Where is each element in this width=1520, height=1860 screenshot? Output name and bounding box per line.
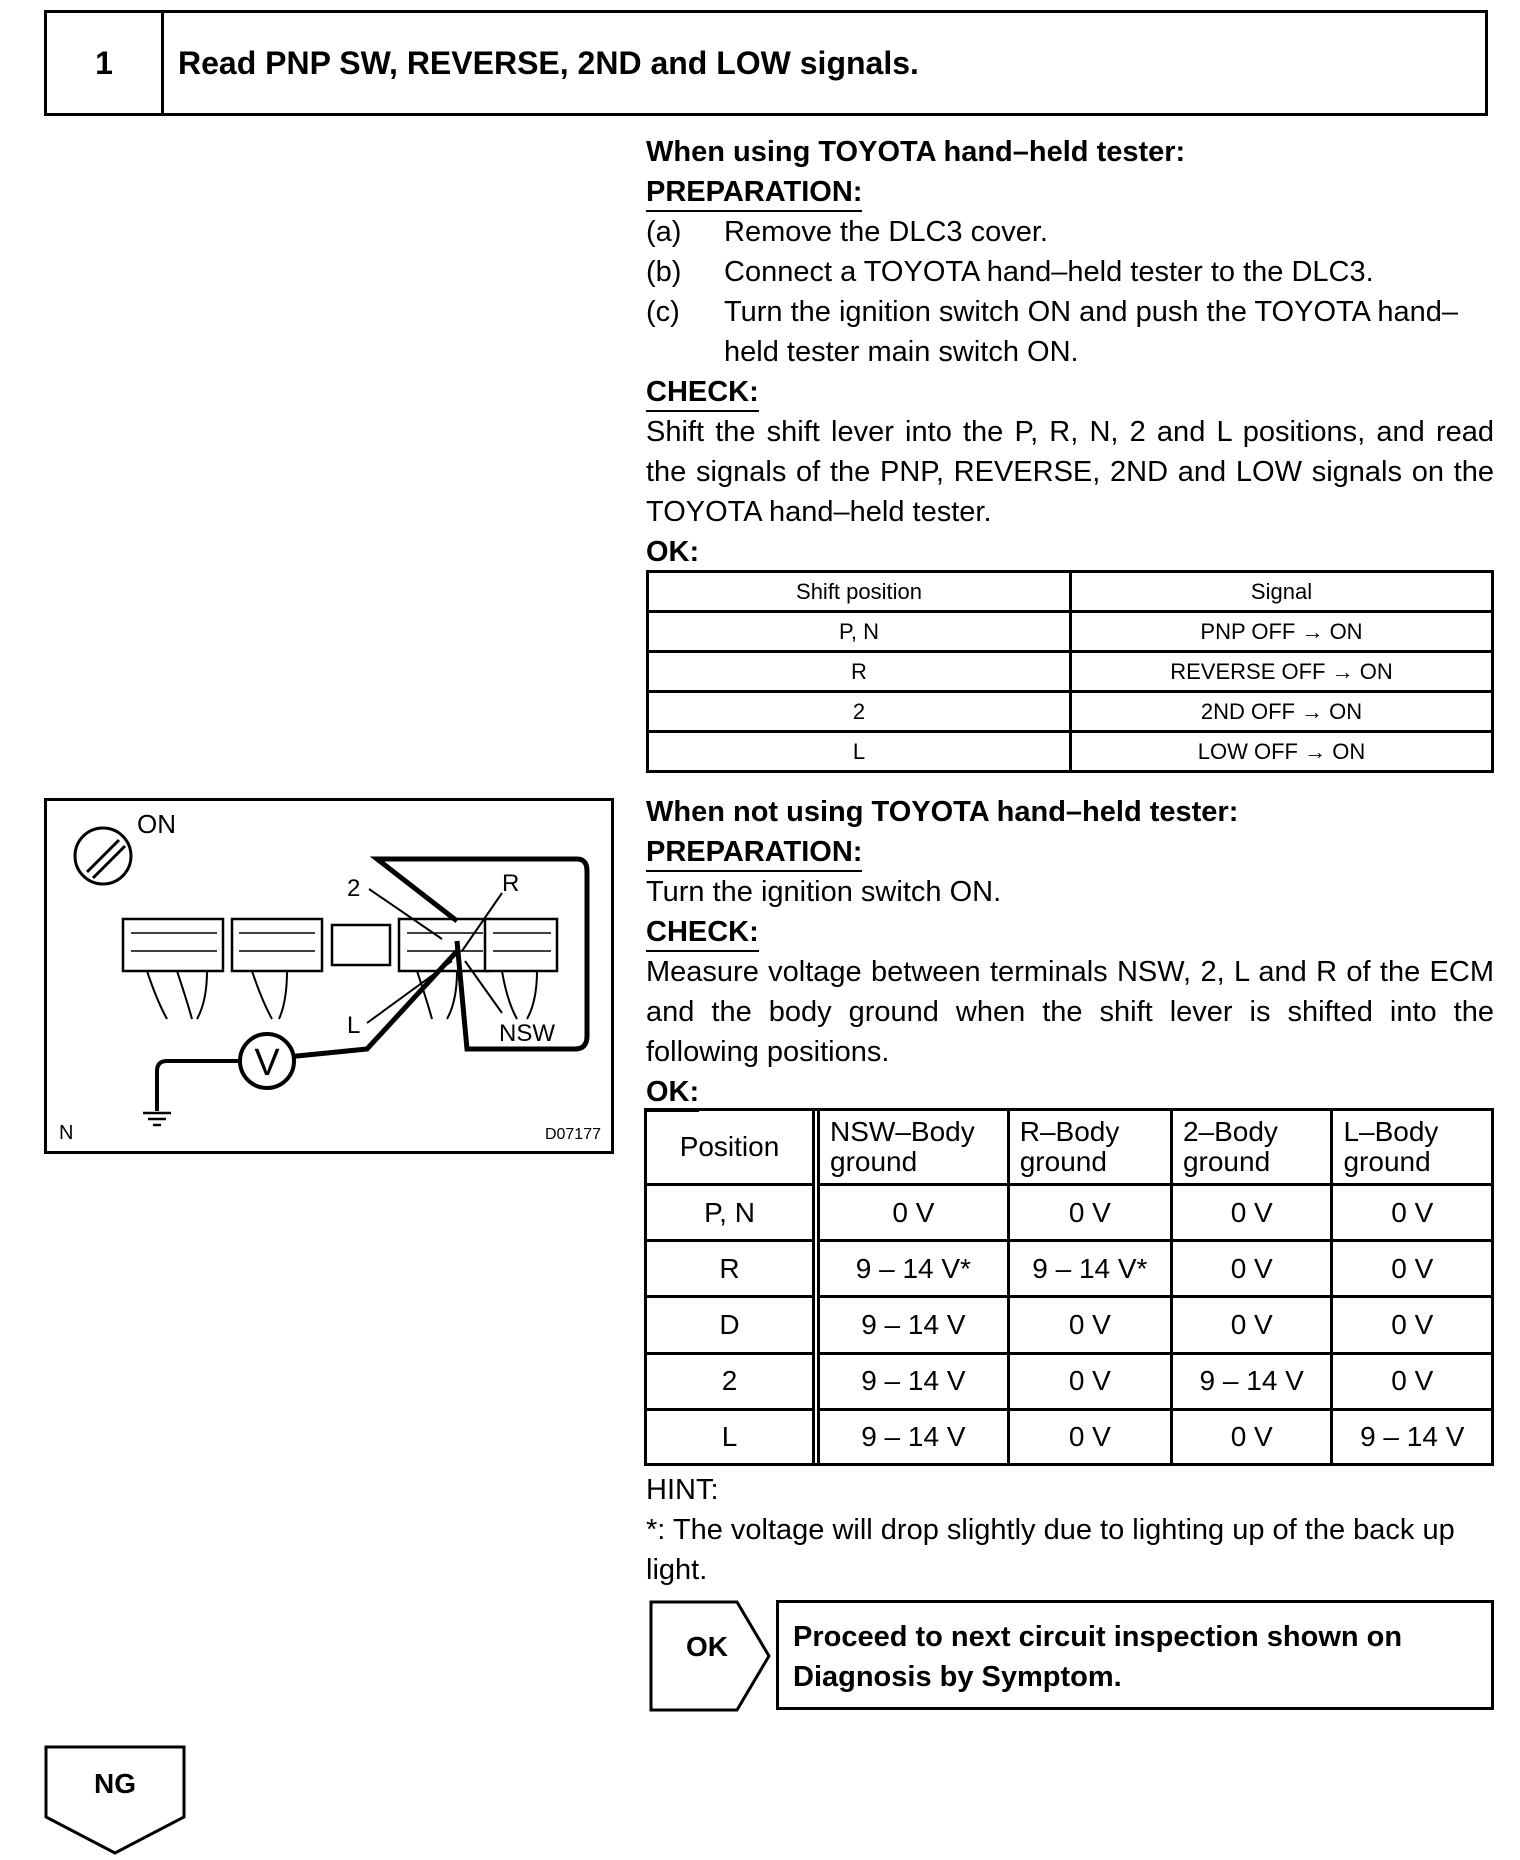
preparation-label: PREPARATION: — [646, 174, 862, 212]
table-cell: 0 V — [1008, 1185, 1171, 1241]
table-row — [647, 1353, 1491, 1409]
check-text: Shift the shift lever into the P, R, N, 2 and L positions, and read the signals of the PNP, REVERSE, 2ND and LOW signals on the TOYOTA hand–held tester. — [646, 416, 1494, 528]
table-cell: R — [648, 652, 1071, 692]
ok-result-box — [776, 1600, 1494, 1710]
table-cell: 0 V — [1332, 1297, 1491, 1353]
table-cell: D — [647, 1297, 816, 1353]
wiring-diagram — [47, 801, 611, 1151]
step-label: (b) — [646, 256, 682, 288]
signal-table — [646, 570, 1494, 773]
table-cell: 0 V — [816, 1185, 1008, 1241]
ok-result-text-line2: Diagnosis by Symptom. — [793, 1661, 1122, 1693]
terminal-nsw-label: NSW — [499, 1020, 555, 1047]
table-cell: L — [647, 1409, 816, 1463]
wire-harness — [147, 971, 537, 1019]
table-row — [647, 1185, 1491, 1241]
step-label: (c) — [646, 296, 680, 328]
voltage-table — [644, 1108, 1494, 1466]
table-cell: 0 V — [1171, 1241, 1332, 1297]
table-cell: 2 — [647, 1353, 816, 1409]
table-cell: 2 — [648, 692, 1071, 732]
table-row — [648, 652, 1493, 692]
table-cell: 0 V — [1008, 1409, 1171, 1463]
table-cell: 0 V — [1008, 1297, 1171, 1353]
preparation-label: PREPARATION: — [646, 834, 862, 872]
ok-result-button — [649, 1600, 771, 1717]
ok-button-label: OK — [686, 1631, 728, 1662]
table-row — [647, 1409, 1491, 1463]
table-row — [648, 692, 1493, 732]
step-b — [646, 252, 1494, 292]
table-row — [647, 1241, 1491, 1297]
table-cell: 9 – 14 V* — [1008, 1241, 1171, 1297]
table-cell: 9 – 14 V — [816, 1353, 1008, 1409]
ground-wire — [157, 1061, 240, 1111]
terminal-2-label: 2 — [347, 875, 361, 902]
column-header: R–Body ground — [1008, 1111, 1171, 1185]
step-number: 1 — [47, 13, 164, 113]
without-tester-section — [646, 792, 1494, 1112]
step-text: Turn the ignition switch ON and push the TOYOTA hand–held tester main switch ON. — [724, 296, 1459, 368]
check-label: CHECK: — [646, 374, 759, 412]
ng-button-label: NG — [94, 1768, 136, 1799]
table-cell: 0 V — [1171, 1297, 1332, 1353]
step-text: Remove the DLC3 cover. — [724, 216, 1048, 248]
table-header-row — [648, 572, 1493, 612]
voltmeter-icon — [240, 1034, 294, 1088]
ok-label: OK: — [646, 1074, 699, 1112]
table-cell: R — [647, 1241, 816, 1297]
table-cell: 9 – 14 V* — [816, 1241, 1008, 1297]
figure-corner-label: N — [59, 1122, 74, 1144]
with-tester-heading: When using TOYOTA hand–held tester: — [646, 136, 1186, 168]
check-text: Measure voltage between terminals NSW, 2, L and R of the ECM and the body ground when the shift lever is shifted into the following positions. — [646, 956, 1494, 1068]
column-header: L–Body ground — [1332, 1111, 1491, 1185]
ok-label: OK: — [646, 534, 699, 572]
column-header: Signal — [1071, 572, 1493, 612]
step-c — [646, 292, 1494, 372]
column-header: 2–Body ground — [1171, 1111, 1332, 1185]
column-header: NSW–Body ground — [816, 1111, 1008, 1185]
voltmeter-label: V — [254, 1042, 280, 1084]
table-cell: 0 V — [1171, 1185, 1332, 1241]
ecm-connector-figure — [44, 798, 614, 1154]
ng-result-button — [44, 1745, 186, 1860]
step-a — [646, 212, 1494, 252]
table-cell: 9 – 14 V — [816, 1297, 1008, 1353]
hint-text: *: The voltage will drop slightly due to lighting up of the back up light. — [646, 1514, 1455, 1586]
check-label: CHECK: — [646, 914, 759, 952]
table-row — [647, 1297, 1491, 1353]
table-cell: 0 V — [1171, 1409, 1332, 1463]
table-row — [648, 612, 1493, 652]
table-cell: 0 V — [1332, 1241, 1491, 1297]
table-cell: 2ND OFF → ON — [1071, 692, 1493, 732]
ecm-connectors — [123, 919, 557, 971]
table-cell: 0 V — [1332, 1353, 1491, 1409]
ok-result-text-line1: Proceed to next circuit inspection shown on — [793, 1621, 1403, 1653]
table-cell: 0 V — [1008, 1353, 1171, 1409]
hint-section — [646, 1470, 1494, 1590]
table-cell: 9 – 14 V — [816, 1409, 1008, 1463]
terminal-l-label: L — [347, 1012, 361, 1039]
table-row — [648, 732, 1493, 772]
table-header-row — [647, 1111, 1491, 1185]
figure-code: D07177 — [544, 1126, 601, 1143]
table-cell: 0 V — [1332, 1185, 1491, 1241]
table-cell: PNP OFF → ON — [1071, 612, 1493, 652]
step-title: Read PNP SW, REVERSE, 2ND and LOW signals. — [178, 44, 919, 81]
table-cell: L — [648, 732, 1071, 772]
ground-symbol-icon — [143, 1113, 171, 1125]
table-cell: P, N — [647, 1185, 816, 1241]
ignition-switch-icon — [75, 828, 131, 884]
column-header: Position — [647, 1111, 816, 1185]
table-cell: LOW OFF → ON — [1071, 732, 1493, 772]
preparation-text: Turn the ignition switch ON. — [646, 876, 1002, 908]
with-tester-section — [646, 132, 1494, 572]
step-label: (a) — [646, 216, 682, 248]
step-text: Connect a TOYOTA hand–held tester to the DLC3. — [724, 256, 1374, 288]
step-header — [44, 10, 1488, 116]
ignition-on-label: ON — [137, 809, 176, 839]
table-cell: 9 – 14 V — [1332, 1409, 1491, 1463]
hint-label: HINT: — [646, 1474, 719, 1506]
table-cell: REVERSE OFF → ON — [1071, 652, 1493, 692]
table-cell: 9 – 14 V — [1171, 1353, 1332, 1409]
terminal-r-label: R — [502, 870, 520, 897]
table-cell: P, N — [648, 612, 1071, 652]
column-header: Shift position — [648, 572, 1071, 612]
without-tester-heading: When not using TOYOTA hand–held tester: — [646, 796, 1239, 828]
